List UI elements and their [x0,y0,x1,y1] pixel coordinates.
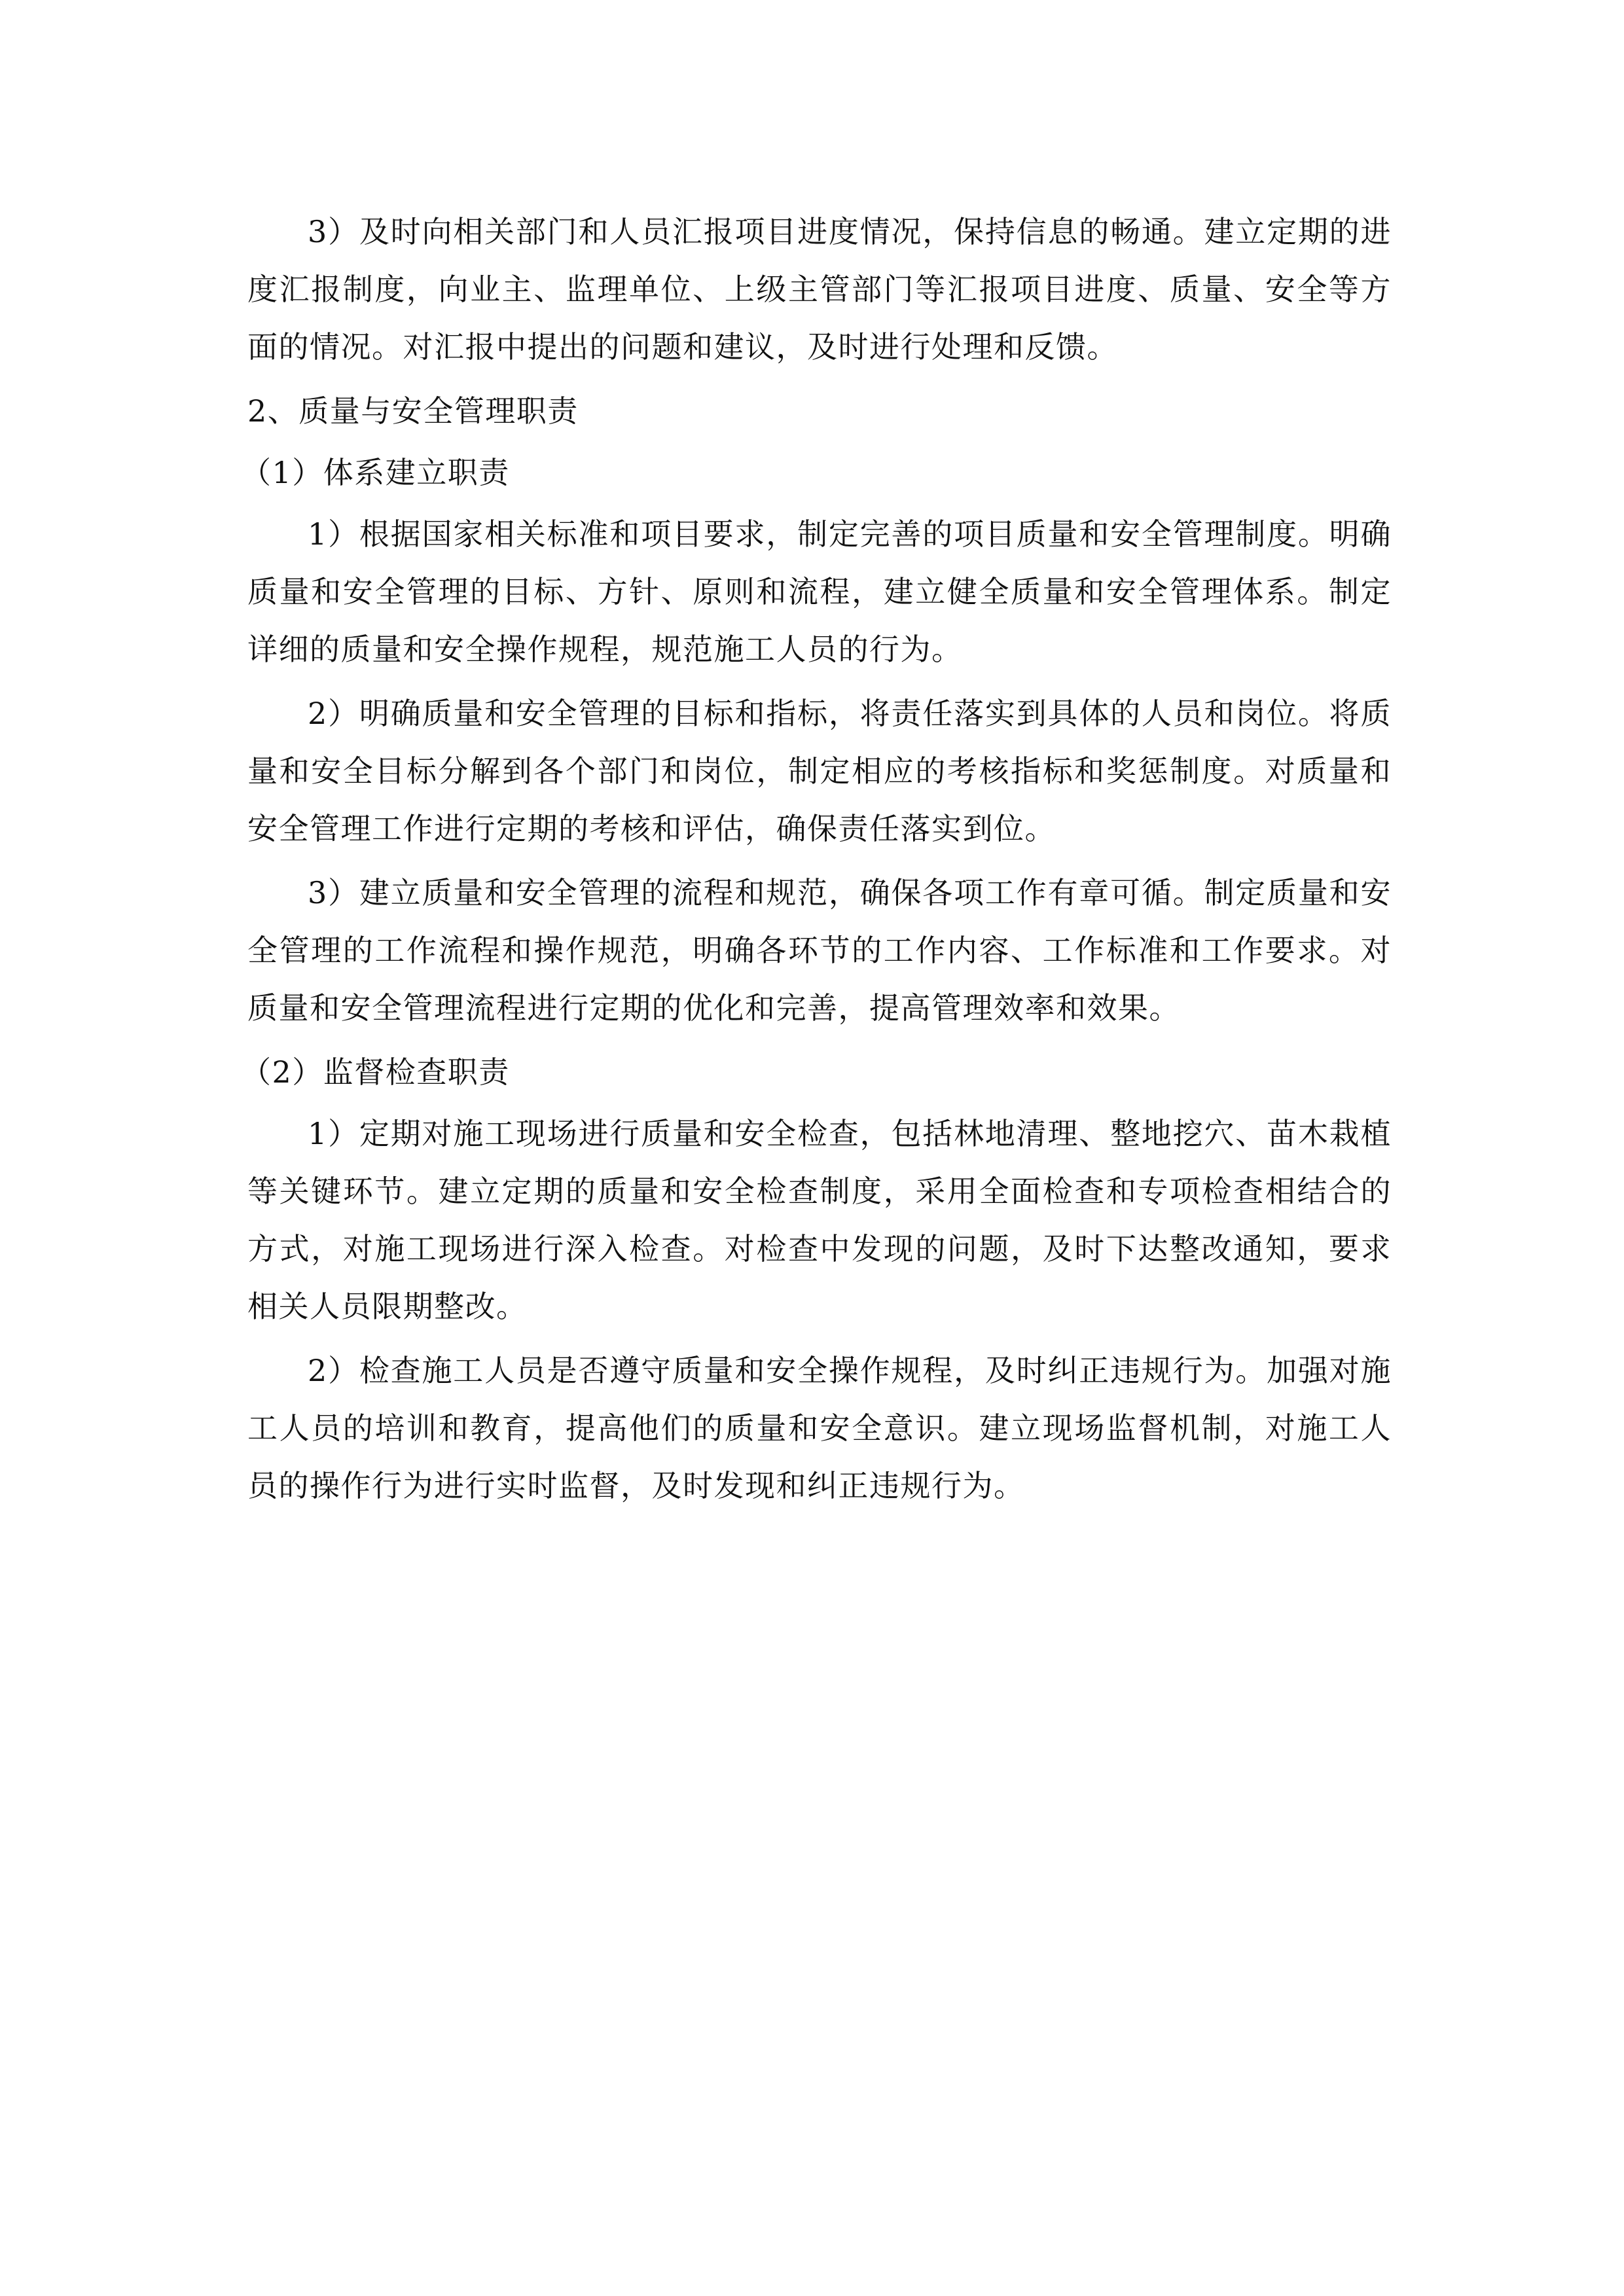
paragraph-inspection-1: 1）定期对施工现场进行质量和安全检查，包括林地清理、整地挖穴、苗木栽植等关键环节。建立定期的质量和安全检查制度，采用全面检查和专项检查相结合的方式，对施工现场进行深入检查。对检查中发现的问题，及时下达整改通知，要求相关人员限期整改。 [247,1116,1392,1324]
subsection-heading-supervision-inspection: （2）监督检查职责 [241,1054,510,1090]
paragraph-system-3: 3）建立质量和安全管理的流程和规范，确保各项工作有章可循。制定质量和安全管理的工作流程和操作规范，明确各环节的工作内容、工作标准和工作要求。对质量和安全管理流程进行定期的优化和完善，提高管理效率和效果。 [247,875,1392,1026]
subsection-heading-system-establishment: （1）体系建立职责 [241,455,510,490]
paragraph-progress-reporting: 3）及时向相关部门和人员汇报项目进度情况，保持信息的畅通。建立定期的进度汇报制度，向业主、监理单位、上级主管部门等汇报项目进度、质量、安全等方面的情况。对汇报中提出的问题和建议，及时进行处理和反馈。 [247,214,1392,365]
document-body [241,203,1392,1521]
section-heading-quality-safety: 2、质量与安全管理职责 [247,393,579,429]
paragraph-system-1: 1）根据国家相关标准和项目要求，制定完善的项目质量和安全管理制度。明确质量和安全管理的目标、方针、原则和流程，建立健全质量和安全管理体系。制定详细的质量和安全操作规程，规范施工人员的行为。 [247,516,1392,667]
paragraph-system-2: 2）明确质量和安全管理的目标和指标，将责任落实到具体的人员和岗位。将质量和安全目标分解到各个部门和岗位，制定相应的考核指标和奖惩制度。对质量和安全管理工作进行定期的考核和评估，确保责任落实到位。 [247,696,1392,846]
paragraph-inspection-2: 2）检查施工人员是否遵守质量和安全操作规程，及时纠正违规行为。加强对施工人员的培训和教育，提高他们的质量和安全意识。建立现场监督机制，对施工人员的操作行为进行实时监督，及时发现和纠正违规行为。 [247,1353,1392,1503]
